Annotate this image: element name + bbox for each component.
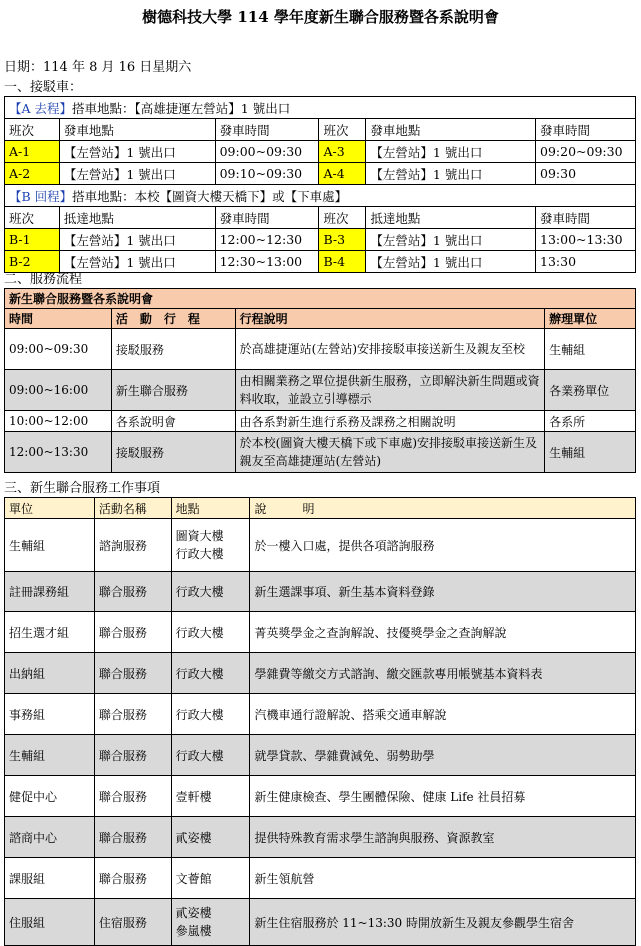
col-header: 時間 (5, 309, 112, 329)
activity-cell: 聯合服務 (94, 653, 171, 694)
work-table (4, 497, 636, 946)
col-header: 發車時間 (536, 119, 636, 141)
col-header: 單位 (5, 498, 95, 519)
activity-cell: 聯合服務 (94, 612, 171, 653)
work-header-row (5, 498, 636, 519)
activity-cell: 各系說明會 (111, 411, 235, 432)
shuttle-id: A-2 (5, 163, 60, 185)
activity-cell: 接駁服務 (111, 329, 235, 370)
col-header: 抵達地點 (366, 207, 536, 229)
col-header: 班次 (5, 207, 60, 229)
unit-cell: 生輔組 (545, 329, 636, 370)
col-header: 發車時間 (215, 119, 319, 141)
table-row (5, 141, 636, 163)
activity-cell: 聯合服務 (94, 735, 171, 776)
unit-cell: 健促中心 (5, 776, 95, 817)
col-header: 行程說明 (235, 309, 544, 329)
col-header: 辦理單位 (545, 309, 636, 329)
time-cell: 10:00~12:00 (5, 411, 112, 432)
desc-cell: 新生選課事項、新生基本資料登錄 (250, 572, 636, 612)
table-row (5, 251, 636, 273)
col-header: 班次 (5, 119, 60, 141)
place-cell: 文薈館 (171, 858, 250, 899)
activity-cell: 聯合服務 (94, 817, 171, 858)
place-cell: 貳姿樓 (171, 817, 250, 858)
col-header: 說 明 (250, 498, 636, 519)
back-header-row (5, 207, 636, 229)
unit-cell: 生輔組 (5, 519, 95, 572)
time-cell: 09:00~16:00 (5, 370, 112, 411)
place-cell: 行政大樓 (171, 653, 250, 694)
shuttle-id: A-1 (5, 141, 60, 163)
activity-cell: 聯合服務 (94, 776, 171, 817)
col-header: 活 動 行 程 (111, 309, 235, 329)
activity-cell: 住宿服務 (94, 899, 171, 946)
unit-cell: 招生選才組 (5, 612, 95, 653)
activity-cell: 聯合服務 (94, 858, 171, 899)
unit-cell: 註冊課務組 (5, 572, 95, 612)
flow-table (4, 288, 636, 473)
col-header: 抵達地點 (59, 207, 215, 229)
back-desc: 搭車地點：本校【圖資大樓天橋下】或【下車處】 (72, 188, 348, 204)
back-tag: 【B 回程】 (9, 188, 73, 204)
desc-cell: 新生健康檢查、學生團體保險、健康 Life 社員招募 (250, 776, 636, 817)
table-row (5, 899, 636, 946)
place-cell: 行政大樓 (171, 572, 250, 612)
table-row (5, 411, 636, 432)
desc-cell: 提供特殊教育需求學生諮詢與服務、資源教室 (250, 817, 636, 858)
activity-cell: 新生聯合服務 (111, 370, 235, 411)
table-row (5, 432, 636, 473)
table-row (5, 229, 636, 251)
location-cell: 【左營站】1 號出口 (59, 251, 215, 273)
shuttle-id: B-1 (5, 229, 60, 251)
unit-cell: 生輔組 (545, 432, 636, 473)
shuttle-id: A-3 (319, 141, 366, 163)
table-row (5, 519, 636, 572)
time-cell: 12:00~12:30 (215, 229, 319, 251)
location-cell: 【左營站】1 號出口 (59, 141, 215, 163)
go-desc: 搭車地點：【高雄捷運左營站】1 號出口 (72, 100, 291, 116)
unit-cell: 住服組 (5, 899, 95, 946)
time-cell: 12:30~13:00 (215, 251, 319, 273)
location-cell: 【左營站】1 號出口 (59, 163, 215, 185)
table-row (5, 370, 636, 411)
shuttle-id: B-3 (319, 229, 366, 251)
location-cell: 【左營站】1 號出口 (366, 229, 536, 251)
section3-title: 三、新生聯合服務工作事項 (4, 481, 161, 496)
shuttle-id: A-4 (319, 163, 366, 185)
time-cell: 09:00~09:30 (5, 329, 112, 370)
back-caption (5, 185, 636, 207)
go-caption (5, 97, 636, 119)
desc-cell: 新生住宿服務於 11~13:30 時開放新生及親友參觀學生宿舍 (250, 899, 636, 946)
time-cell: 09:00~09:30 (215, 141, 319, 163)
location-cell: 【左營站】1 號出口 (59, 229, 215, 251)
place-cell: 壹軒樓 (171, 776, 250, 817)
desc-cell: 於高雄捷運站(左營站)安排接駁車接送新生及親友至校 (235, 329, 544, 370)
time-cell: 13:00~13:30 (536, 229, 636, 251)
desc-cell: 新生領航營 (250, 858, 636, 899)
table-row (5, 572, 636, 612)
table-row (5, 694, 636, 735)
activity-cell: 諮詢服務 (94, 519, 171, 572)
unit-cell: 生輔組 (5, 735, 95, 776)
shuttle-id: B-2 (5, 251, 60, 273)
activity-cell: 接駁服務 (111, 432, 235, 473)
unit-cell: 各業務單位 (545, 370, 636, 411)
unit-cell: 各系所 (545, 411, 636, 432)
flow-header-row (5, 309, 636, 329)
page-title: 樹德科技大學 114 學年度新生聯合服務暨各系說明會 (142, 8, 499, 26)
date-line: 日期：114 年 8 月 16 日星期六 (4, 60, 192, 75)
location-cell: 【左營站】1 號出口 (366, 163, 536, 185)
place-cell: 行政大樓 (171, 694, 250, 735)
unit-cell: 諮商中心 (5, 817, 95, 858)
flow-caption: 新生聯合服務暨各系說明會 (5, 289, 636, 309)
time-cell: 13:30 (536, 251, 636, 273)
desc-cell: 學雜費等繳交方式諮詢、繳交匯款專用帳號基本資料表 (250, 653, 636, 694)
activity-cell: 聯合服務 (94, 694, 171, 735)
place-cell: 行政大樓 (171, 735, 250, 776)
time-cell: 12:00~13:30 (5, 432, 112, 473)
col-header: 班次 (319, 207, 366, 229)
unit-cell: 出納組 (5, 653, 95, 694)
location-cell: 【左營站】1 號出口 (366, 251, 536, 273)
col-header: 發車時間 (215, 207, 319, 229)
place-cell: 圖資大樓 行政大樓 (171, 519, 250, 572)
time-cell: 09:10~09:30 (215, 163, 319, 185)
table-row (5, 817, 636, 858)
table-row (5, 612, 636, 653)
col-header: 班次 (319, 119, 366, 141)
desc-cell: 菁英獎學金之查詢解說、技優獎學金之查詢解說 (250, 612, 636, 653)
col-header: 發車地點 (366, 119, 536, 141)
desc-cell: 於一樓入口處，提供各項諮詢服務 (250, 519, 636, 572)
time-cell: 09:30 (536, 163, 636, 185)
go-tag: 【A 去程】 (9, 100, 73, 116)
table-row (5, 163, 636, 185)
unit-cell: 課服組 (5, 858, 95, 899)
desc-cell: 汽機車通行證解說、搭乘交通車解說 (250, 694, 636, 735)
activity-cell: 聯合服務 (94, 572, 171, 612)
place-cell: 行政大樓 (171, 612, 250, 653)
desc-cell: 於本校(圖資大樓天橋下或下車處)安排接駁車接送新生及親友至高雄捷運站(左營站) (235, 432, 544, 473)
table-row (5, 858, 636, 899)
desc-cell: 由相關業務之單位提供新生服務，立即解決新生問題或資料收取，並設立引導標示 (235, 370, 544, 411)
table-row (5, 776, 636, 817)
go-header-row (5, 119, 636, 141)
location-cell: 【左營站】1 號出口 (366, 141, 536, 163)
col-header: 發車時間 (536, 207, 636, 229)
col-header: 地點 (171, 498, 250, 519)
time-cell: 09:20~09:30 (536, 141, 636, 163)
col-header: 發車地點 (59, 119, 215, 141)
table-row (5, 329, 636, 370)
place-cell: 貳姿樓 參嵐樓 (171, 899, 250, 946)
section2-title: 二、服務流程 (4, 272, 83, 287)
section1-title: 一、接駁車： (4, 80, 83, 95)
col-header: 活動名稱 (94, 498, 171, 519)
shuttle-table (4, 96, 636, 273)
table-row (5, 653, 636, 694)
table-row (5, 735, 636, 776)
desc-cell: 就學貸款、學雜費減免、弱勢助學 (250, 735, 636, 776)
desc-cell: 由各系對新生進行系務及課務之相關說明 (235, 411, 544, 432)
shuttle-id: B-4 (319, 251, 366, 273)
unit-cell: 事務組 (5, 694, 95, 735)
